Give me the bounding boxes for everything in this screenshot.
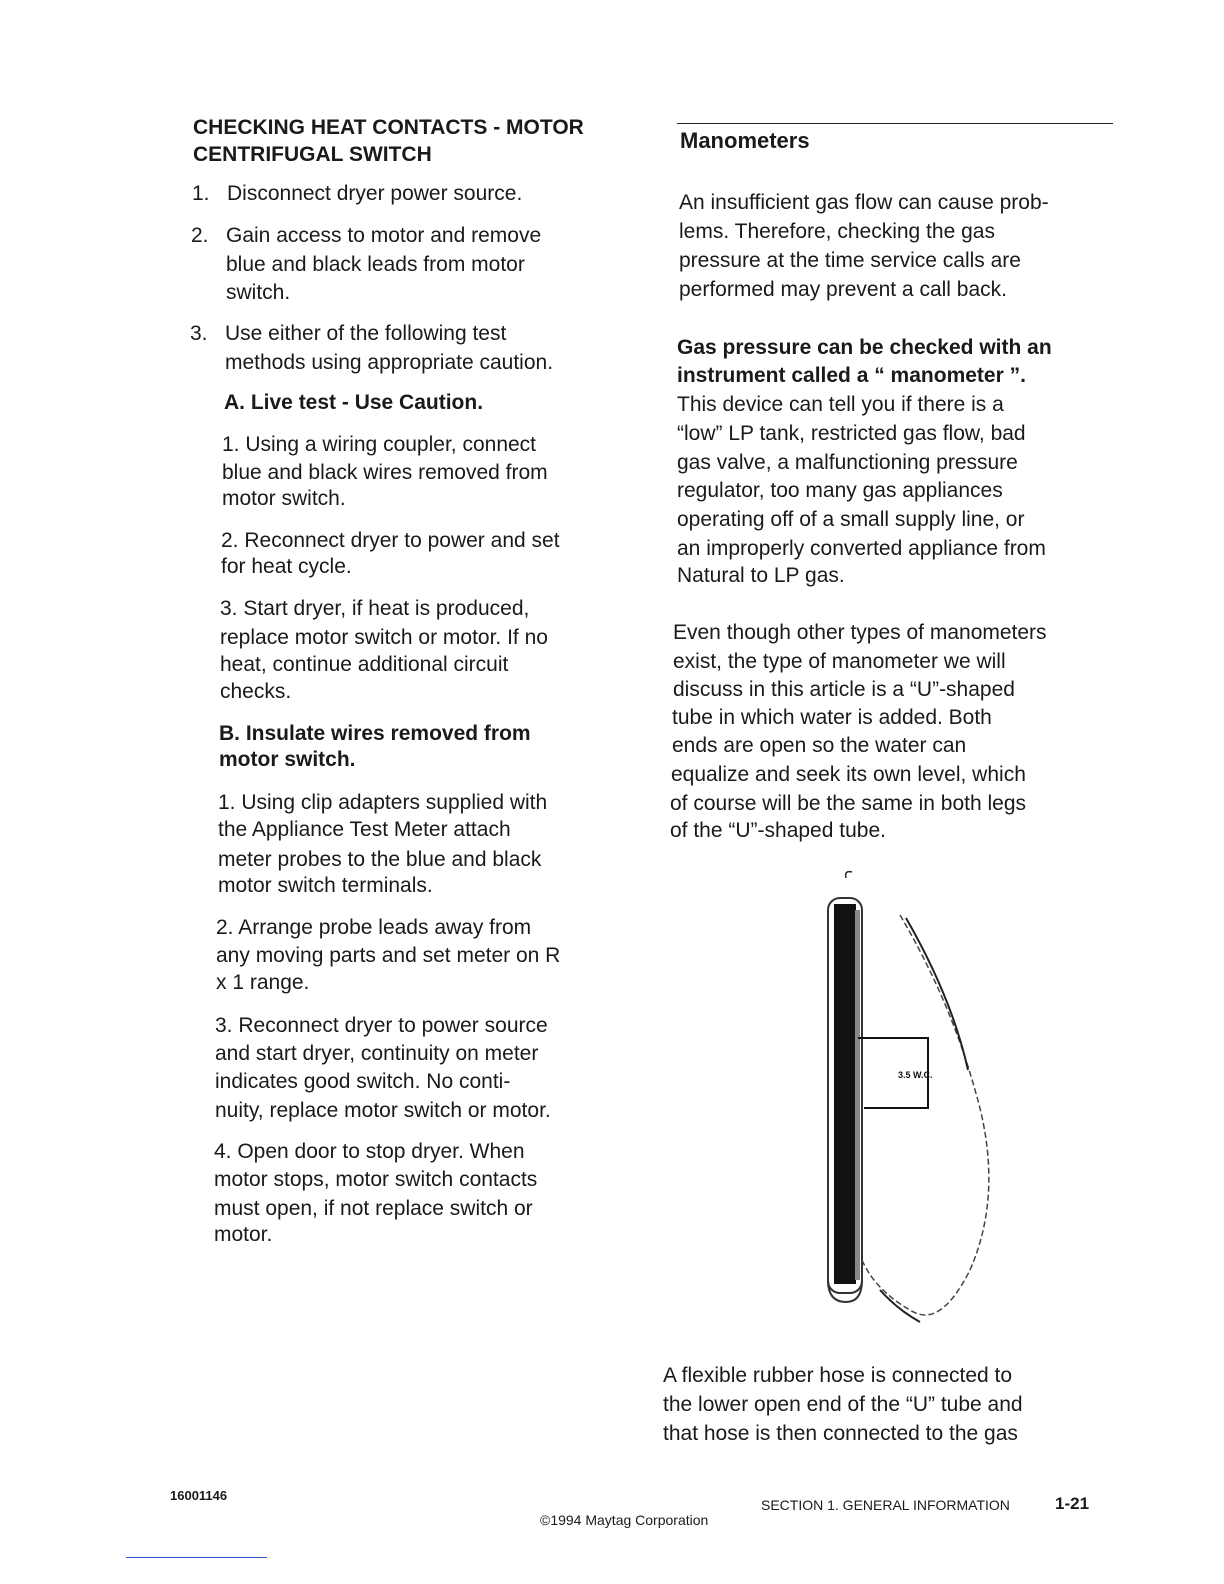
sub-a-item: 1. Using a wiring coupler, connect — [222, 433, 537, 456]
step-text: blue and black leads from motor — [226, 253, 525, 276]
sub-b-item: 4. Open door to stop dryer. When — [214, 1140, 525, 1163]
paragraph-line: Even though other types of manometers — [673, 621, 1047, 644]
sub-b-item: and start dryer, continuity on meter — [215, 1042, 539, 1065]
paragraph-line: operating off of a small supply line, or — [677, 508, 1025, 531]
part-number: 16001146 — [170, 1488, 228, 1503]
paragraph-bold-line: instrument called a “ manometer ”. — [677, 364, 1026, 387]
step-number: 3. — [190, 322, 208, 345]
paragraph-line: gas valve, a malfunctioning pressure — [677, 451, 1018, 474]
manometer-diagram — [800, 870, 1000, 1330]
paragraph-line: exist, the type of manometer we will — [673, 650, 1006, 673]
section-label: SECTION 1. GENERAL INFORMATION — [761, 1497, 1010, 1513]
paragraph-line: A flexible rubber hose is connected to — [663, 1364, 1013, 1387]
paragraph-line: tube in which water is added. Both — [672, 706, 992, 729]
tube-top-hook — [846, 872, 852, 878]
sub-b-item: must open, if not replace switch or — [214, 1197, 533, 1220]
paragraph-line: This device can tell you if there is a — [677, 393, 1004, 416]
sub-b-item: motor stops, motor switch contacts — [214, 1168, 538, 1191]
section-rule — [677, 123, 1113, 124]
diagram-label: 3.5 W.C. — [898, 1070, 933, 1080]
sub-b-item: any moving parts and set meter on R — [216, 944, 561, 967]
paragraph-line: of course will be the same in both legs — [670, 792, 1027, 815]
paragraph-line: equalize and seek its own level, which — [671, 763, 1026, 786]
copyright: ©1994 Maytag Corporation — [540, 1512, 709, 1528]
sub-b-item: meter probes to the blue and black — [218, 848, 542, 871]
sub-a-item: for heat cycle. — [221, 555, 352, 578]
sub-b-item: x 1 range. — [216, 971, 310, 994]
bottom-blue-rule — [126, 1557, 267, 1558]
paragraph-line: regulator, too many gas appliances — [677, 479, 1003, 502]
step-number: 2. — [191, 224, 209, 247]
sub-a-item: replace motor switch or motor. If no — [220, 626, 548, 649]
tube-highlight — [855, 910, 860, 1280]
manometer-water-column — [834, 904, 856, 1284]
sub-a-title: A. Live test - Use Caution. — [224, 391, 484, 414]
paragraph-line: discuss in this article is a “U”-shaped — [673, 678, 1015, 701]
left-heading-line2: CENTRIFUGAL SWITCH — [193, 143, 432, 166]
paragraph-line: of the “U”-shaped tube. — [670, 819, 886, 842]
sub-b-item: motor switch terminals. — [218, 874, 433, 897]
sub-a-item: motor switch. — [222, 487, 346, 510]
paragraph-line: the lower open end of the “U” tube and — [663, 1393, 1023, 1416]
paragraph-line: Natural to LP gas. — [677, 564, 845, 587]
sub-b-item: the Appliance Test Meter attach — [218, 818, 511, 841]
sub-b-title: B. Insulate wires removed from — [219, 722, 531, 745]
left-heading-line1: CHECKING HEAT CONTACTS - MOTOR — [193, 116, 584, 139]
sub-b-item: nuity, replace motor switch or motor. — [215, 1099, 551, 1122]
step-text: Disconnect dryer power source. — [227, 182, 523, 205]
manometers-heading: Manometers — [680, 128, 810, 153]
paragraph-line: performed may prevent a call back. — [679, 278, 1007, 301]
step-text: switch. — [226, 281, 291, 304]
sub-a-item: checks. — [220, 680, 292, 703]
step-number: 1. — [192, 182, 210, 205]
paragraph-line: lems. Therefore, checking the gas — [679, 220, 995, 243]
sub-a-item: blue and black wires removed from — [222, 461, 548, 484]
paragraph-line: “low” LP tank, restricted gas flow, bad — [677, 422, 1026, 445]
sub-b-item: 2. Arrange probe leads away from — [216, 916, 532, 939]
sub-b-title: motor switch. — [219, 748, 356, 771]
hose-bottom-segment — [880, 1290, 920, 1322]
sub-b-item: motor. — [214, 1223, 273, 1246]
step-text: Gain access to motor and remove — [226, 224, 542, 247]
step-text: methods using appropriate caution. — [225, 351, 554, 374]
sub-a-item: 3. Start dryer, if heat is produced, — [220, 597, 530, 620]
page-number: 1-21 — [1055, 1494, 1090, 1513]
paragraph-line: that hose is then connected to the gas — [663, 1422, 1018, 1445]
step-text: Use either of the following test — [225, 322, 507, 345]
sub-b-item: indicates good switch. No conti- — [215, 1070, 511, 1093]
paragraph-bold-line: Gas pressure can be checked with an — [677, 336, 1052, 359]
rubber-hose — [862, 915, 989, 1315]
paragraph-line: pressure at the time service calls are — [679, 249, 1021, 272]
paragraph-line: an improperly converted appliance from — [677, 537, 1046, 560]
sub-a-item: heat, continue additional circuit — [220, 653, 509, 676]
paragraph-line: ends are open so the water can — [672, 734, 967, 757]
paragraph-line: An insufficient gas flow can cause prob- — [679, 191, 1049, 214]
sub-a-item: 2. Reconnect dryer to power and set — [221, 529, 560, 552]
sub-b-item: 3. Reconnect dryer to power source — [215, 1014, 548, 1037]
sub-b-item: 1. Using clip adapters supplied with — [218, 791, 548, 814]
